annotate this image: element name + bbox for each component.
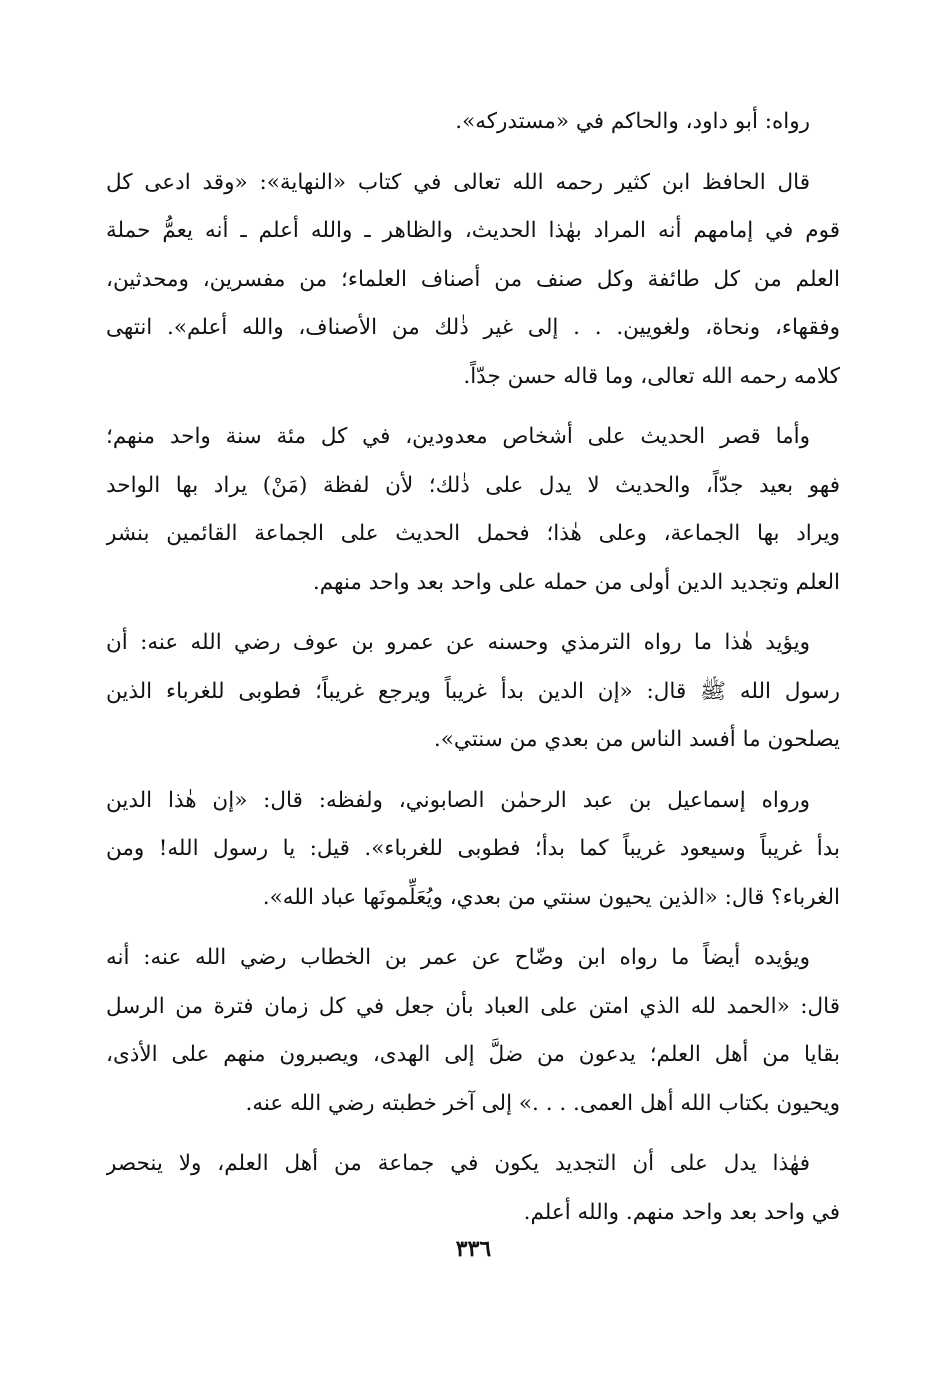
text-line: فهو بعيد جدّاً، والحديث لا يدل على ذٰلك؛ لأن لفظة (مَنْ) يراد بها الواحد: [106, 472, 840, 498]
text-line: قال الحافظ ابن كثير رحمه الله تعالى في كتاب «النهاية»: «وقد ادعى كل: [106, 169, 810, 195]
paragraph-ibn-waddah: [106, 934, 840, 1128]
paragraph-conclusion: [106, 1140, 840, 1237]
text-line: ويؤيده أيضاً ما رواه ابن وضّاح عن عمر بن الخطاب رضي الله عنه: أنه: [106, 945, 810, 970]
text-line: ورواه إسماعيل بن عبد الرحمٰن الصابوني، ولفظه: قال: «إن هٰذا الدين: [106, 787, 810, 813]
text-line: في واحد بعد واحد منهم. والله أعلم.: [523, 1199, 840, 1225]
paragraph-ibn-kathir-quote: [106, 159, 840, 402]
text-line: يصلحون ما أفسد الناس من بعدي من سنتي».: [433, 727, 840, 752]
page-number: ٣٣٦: [455, 1236, 492, 1262]
text-line: وفقهاء، ونحاة، ولغويين. . . إلى غير ذٰلك من الأصناف، والله أعلم». انتهى: [106, 315, 840, 340]
text-line: بقايا من أهل العلم؛ يدعون من ضلَّ إلى الهدى، ويصبرون منهم على الأذى،: [106, 1042, 840, 1067]
text-line: ويراد بها الجماعة، وعلى هٰذا؛ فحمل الحديث على الجماعة القائمين بنشر: [106, 521, 840, 546]
text-line: العلم وتجديد الدين أولى من حمله على واحد بعد واحد منهم.: [312, 569, 840, 595]
paragraph-restriction: [106, 413, 840, 607]
paragraph-sabuni: [106, 777, 840, 923]
text-line: العلم من كل طائفة وكل صنف من أصناف العلماء؛ من مفسرين، ومحدثين،: [106, 266, 840, 292]
text-line: وأما قصر الحديث على أشخاص معدودين، في كل مئة سنة واحد منهم؛: [106, 424, 810, 449]
text-line: بدأ غريباً وسيعود غريباً كما بدأ؛ فطوبى للغرباء». قيل: يا رسول الله! ومن: [106, 836, 840, 861]
text-line: ويؤيد هٰذا ما رواه الترمذي وحسنه عن عمرو بن عوف رضي الله عنه: أن: [106, 630, 810, 655]
text-line: فهٰذا يدل على أن التجديد يكون في جماعة من أهل العلم، ولا ينحصر: [106, 1151, 810, 1176]
page-body: [106, 98, 840, 1249]
text-line: كلامه رحمه الله تعالى، وما قاله حسن جدّاً.: [463, 363, 840, 389]
text-line: قال: «الحمد لله الذي امتن على العباد بأن جعل في كل زمان فترة من الرسل: [106, 993, 840, 1019]
text-line: الغرباء؟ قال: «الذين يحيون سنتي من بعدي، ويُعَلِّمونَها عباد الله».: [262, 884, 840, 910]
paragraph-tirmidhi: [106, 619, 840, 765]
text-line: ويحيون بكتاب الله أهل العمى. . . .» إلى آخر خطبته رضي الله عنه.: [245, 1090, 840, 1116]
text-line: رسول الله ﷺ قال: «إن الدين بدأ غريباً ويرجع غريباً؛ فطوبى للغرباء الذين: [106, 678, 840, 704]
text-line: قوم في إمامهم أنه المراد بهٰذا الحديث، والظاهر ـ والله أعلم ـ أنه يعمُّ حملة: [106, 218, 840, 243]
text-line: رواه: أبو داود، والحاكم في «مستدركه».: [455, 109, 810, 134]
paragraph-narration: [106, 98, 840, 147]
